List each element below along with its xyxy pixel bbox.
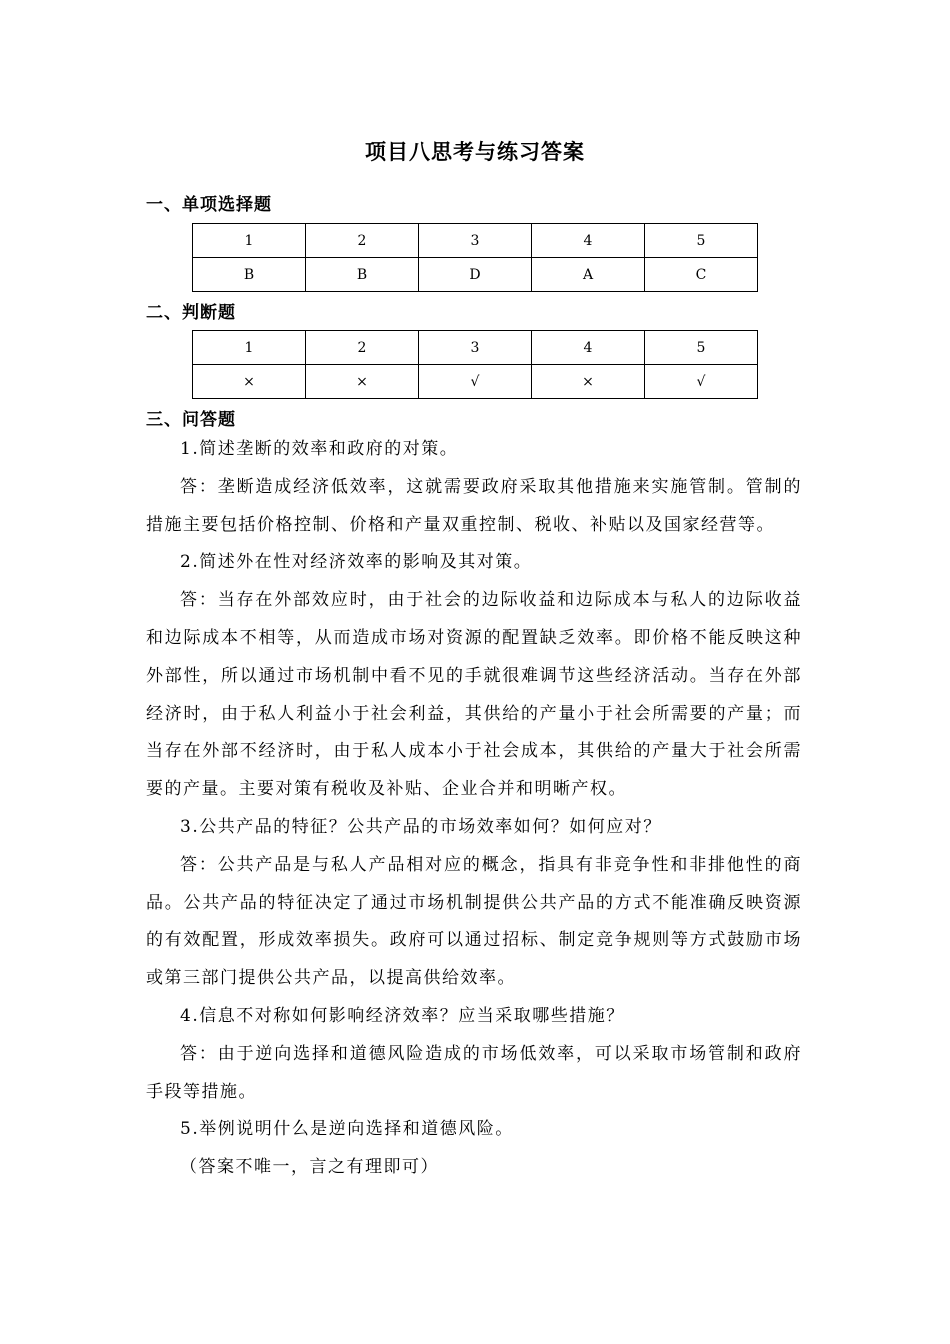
page-title: 项目八思考与练习答案 <box>365 140 585 164</box>
section-heading-qa: 三、问答题 <box>146 410 236 430</box>
question-4: 4.信息不对称如何影响经济效率？应当采取哪些措施？ <box>180 1005 625 1026</box>
answer-1: 答：垄断造成经济低效率，这就需要政府采取其他措施来实施管制。管制的措施主要包括价格控制、价格和产量双重控制、税收、补贴以及国家经营等。 <box>146 476 802 535</box>
question-2: 2.简述外在性对经济效率的影响及其对策。 <box>180 552 533 573</box>
single-choice-answer-table <box>192 223 758 292</box>
table-cell: × <box>193 365 306 399</box>
question-5: 5.举例说明什么是逆向选择和道德风险。 <box>180 1119 514 1140</box>
table-row <box>193 258 758 292</box>
answer-2: 答：当存在外部效应时，由于社会的边际收益和边际成本与私人的边际收益和边际成本不相等，从而造成市场对资源的配置缺乏效率。即价格不能反映这种外部性，所以通过市场机制中看不见的手就很难调节这些经济活动。当存在外部经济时，由于私人利益小于社会利益，其供给的产量小于社会所需要的产量；而当存在外部不经济时，由于私人成本小于社会成本，其供给的产量大于社会所需要的产量。主要对策有税收及补贴、企业合并和明晰产权。 <box>146 590 802 800</box>
qa-body <box>146 431 802 1187</box>
question-3: 3.公共产品的特征？公共产品的市场效率如何？如何应对？ <box>180 816 662 837</box>
question-1: 1.简述垄断的效率和政府的对策。 <box>180 439 459 459</box>
true-false-answer-table <box>192 330 758 399</box>
table-cell: A <box>532 258 645 292</box>
section-heading-true-false: 二、判断题 <box>146 303 236 323</box>
table-cell: √ <box>645 365 758 399</box>
answer-5: （答案不唯一，言之有理即可） <box>180 1157 439 1178</box>
table-cell: 4 <box>532 224 645 258</box>
table-cell: 5 <box>645 331 758 365</box>
table-cell: B <box>306 258 419 292</box>
table-cell: 2 <box>306 224 419 258</box>
table-row <box>193 331 758 365</box>
table-cell: √ <box>419 365 532 399</box>
section-heading-single-choice: 一、单项选择题 <box>146 195 272 215</box>
table-cell: 3 <box>419 224 532 258</box>
table-cell: × <box>306 365 419 399</box>
answer-3: 答：公共产品是与私人产品相对应的概念，指具有非竞争性和非排他性的商品。公共产品的特征决定了通过市场机制提供公共产品的方式不能准确反映资源的有效配置，形成效率损失。政府可以通过招标、制定竞争规则等方式鼓励市场或第三部门提供公共产品，以提高供给效率。 <box>146 854 802 989</box>
table-cell: D <box>419 258 532 292</box>
table-cell: 4 <box>532 331 645 365</box>
answer-4: 答：由于逆向选择和道德风险造成的市场低效率，可以采取市场管制和政府手段等措施。 <box>146 1043 802 1102</box>
table-cell: × <box>532 365 645 399</box>
table-cell: 2 <box>306 331 419 365</box>
table-cell: 1 <box>193 224 306 258</box>
table-cell: B <box>193 258 306 292</box>
table-cell: 5 <box>645 224 758 258</box>
table-cell: C <box>645 258 758 292</box>
table-cell: 3 <box>419 331 532 365</box>
table-row <box>193 365 758 399</box>
table-cell: 1 <box>193 331 306 365</box>
table-row <box>193 224 758 258</box>
